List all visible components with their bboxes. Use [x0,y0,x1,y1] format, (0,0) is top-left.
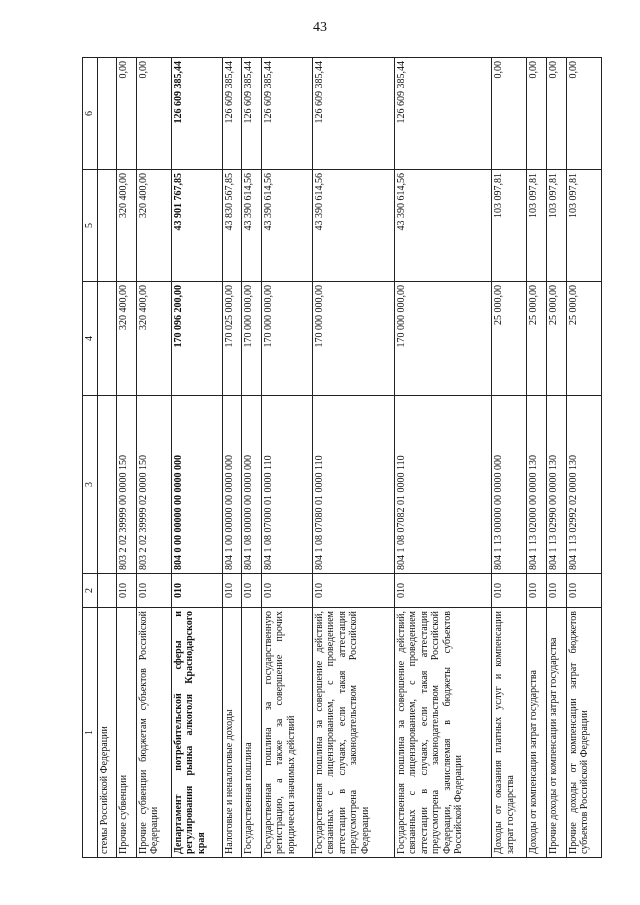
row-value-col5: 43 390 614,56 [394,170,492,282]
row-value-col5: 103 097,81 [547,170,567,282]
row-value-col5: 320 400,00 [117,170,137,282]
row-value-col6: 0,00 [527,58,547,170]
table-row [242,58,262,858]
row-value-col4 [97,282,117,396]
table-body [97,58,602,858]
row-code-cell: 010 [242,574,262,608]
row-value-col6 [97,58,117,170]
table-row [527,58,547,858]
table-row [547,58,567,858]
header-col-6: 6 [83,58,98,170]
row-name-cell: стемы Российской Федерации [97,608,117,858]
table-row [222,58,242,858]
table-row [97,58,117,858]
row-name-cell: Государственная пошлина за совершение действий, связанных с лицензированием, с проведением аттестации в случаях, если такая аттестация предусмотрена законодательством Российской Федерации, зачисляемая в бюджеты субъектов Российской Федерации [394,608,492,858]
row-code-cell [97,574,117,608]
row-code-cell: 010 [566,574,601,608]
row-value-col4: 320 400,00 [136,282,171,396]
row-name-cell: Прочие доходы от компенсации затрат бюджетов субъектов Российской Федерации [566,608,601,858]
header-col-2: 2 [83,574,98,608]
table-row [394,58,492,858]
table-row [117,58,137,858]
row-name-cell: Доходы от оказания платных услуг и компенсации затрат государства [492,608,527,858]
row-kbk-cell: 804 1 13 02000 00 0000 130 [527,396,547,574]
row-name-cell: Государственная пошлина [242,608,262,858]
page-number: 43 [313,20,327,35]
header-col-5: 5 [83,170,98,282]
row-kbk-cell: 804 1 08 07082 01 0000 110 [394,396,492,574]
row-value-col6: 126 609 385,44 [261,58,312,170]
table-row [261,58,312,858]
row-value-col4: 25 000,00 [566,282,601,396]
row-code-cell: 010 [527,574,547,608]
header-col-1: 1 [83,608,98,858]
row-value-col5: 43 390 614,56 [242,170,262,282]
row-value-col5: 43 390 614,56 [312,170,394,282]
row-value-col6: 0,00 [117,58,137,170]
row-kbk-cell: 803 2 02 39999 00 0000 150 [117,396,137,574]
row-code-cell: 010 [117,574,137,608]
row-kbk-cell: 804 1 13 02990 00 0000 130 [547,396,567,574]
table-row [492,58,527,858]
row-name-cell: Прочие субвенции [117,608,137,858]
row-name-cell: Департамент потребительской сферы и регулирования рынка алкоголя Краснодарского края [171,608,222,858]
row-value-col4: 170 000 000,00 [312,282,394,396]
row-value-col6: 0,00 [136,58,171,170]
row-value-col4: 25 000,00 [547,282,567,396]
revenue-table [82,57,602,858]
row-value-col6: 126 609 385,44 [394,58,492,170]
row-value-col4: 170 025 000,00 [222,282,242,396]
row-value-col5: 43 901 767,85 [171,170,222,282]
row-value-col4: 170 000 000,00 [394,282,492,396]
table-row [136,58,171,858]
row-name-cell: Государственная пошлина за совершение действий, связанных с лицензированием, с проведением аттестации в случаях, если такая аттестация предусмотрена законодательством Российской Федерации [312,608,394,858]
row-name-cell: Налоговые и неналоговые доходы [222,608,242,858]
row-kbk-cell: 804 0 00 00000 00 0000 000 [171,396,222,574]
row-value-col4: 170 000 000,00 [242,282,262,396]
row-kbk-cell: 804 1 13 02992 02 0000 130 [566,396,601,574]
row-code-cell: 010 [261,574,312,608]
header-col-3: 3 [83,396,98,574]
header-col-4: 4 [83,282,98,396]
row-code-cell: 010 [312,574,394,608]
row-value-col4: 25 000,00 [527,282,547,396]
row-value-col4: 170 096 200,00 [171,282,222,396]
table-row [171,58,222,858]
row-kbk-cell: 804 1 08 00000 00 0000 000 [242,396,262,574]
table-row [312,58,394,858]
row-code-cell: 010 [547,574,567,608]
row-value-col6: 126 609 385,44 [171,58,222,170]
row-value-col6: 0,00 [566,58,601,170]
row-code-cell: 010 [492,574,527,608]
row-name-cell: Доходы от компенсации затрат государства [527,608,547,858]
row-value-col6: 0,00 [547,58,567,170]
row-value-col5: 103 097,81 [492,170,527,282]
row-kbk-cell: 804 1 00 00000 00 0000 000 [222,396,242,574]
row-kbk-cell: 804 1 08 07000 01 0000 110 [261,396,312,574]
row-value-col6: 126 609 385,44 [242,58,262,170]
row-value-col6: 126 609 385,44 [312,58,394,170]
row-value-col4: 170 000 000,00 [261,282,312,396]
row-name-cell: Прочие субвенции бюджетам субъектов Российской Федерации [136,608,171,858]
row-code-cell: 010 [222,574,242,608]
row-value-col4: 320 400,00 [117,282,137,396]
row-value-col6: 126 609 385,44 [222,58,242,170]
rotated-table-container [82,58,602,858]
row-value-col5: 103 097,81 [527,170,547,282]
row-code-cell: 010 [136,574,171,608]
row-code-cell: 010 [394,574,492,608]
row-kbk-cell: 803 2 02 39999 02 0000 150 [136,396,171,574]
row-value-col6: 0,00 [492,58,527,170]
header-row [83,58,98,858]
row-kbk-cell: 804 1 13 00000 00 0000 000 [492,396,527,574]
row-value-col5: 43 390 614,56 [261,170,312,282]
row-name-cell: Прочие доходы от компенсации затрат государства [547,608,567,858]
row-value-col5: 103 097,81 [566,170,601,282]
row-value-col5 [97,170,117,282]
row-kbk-cell [97,396,117,574]
row-value-col4: 25 000,00 [492,282,527,396]
row-code-cell: 010 [171,574,222,608]
table-row [566,58,601,858]
row-name-cell: Государственная пошлина за государственную регистрацию, а также за совершение прочих юридически значимых действий [261,608,312,858]
row-value-col5: 320 400,00 [136,170,171,282]
row-value-col5: 43 830 567,85 [222,170,242,282]
row-kbk-cell: 804 1 08 07080 01 0000 110 [312,396,394,574]
